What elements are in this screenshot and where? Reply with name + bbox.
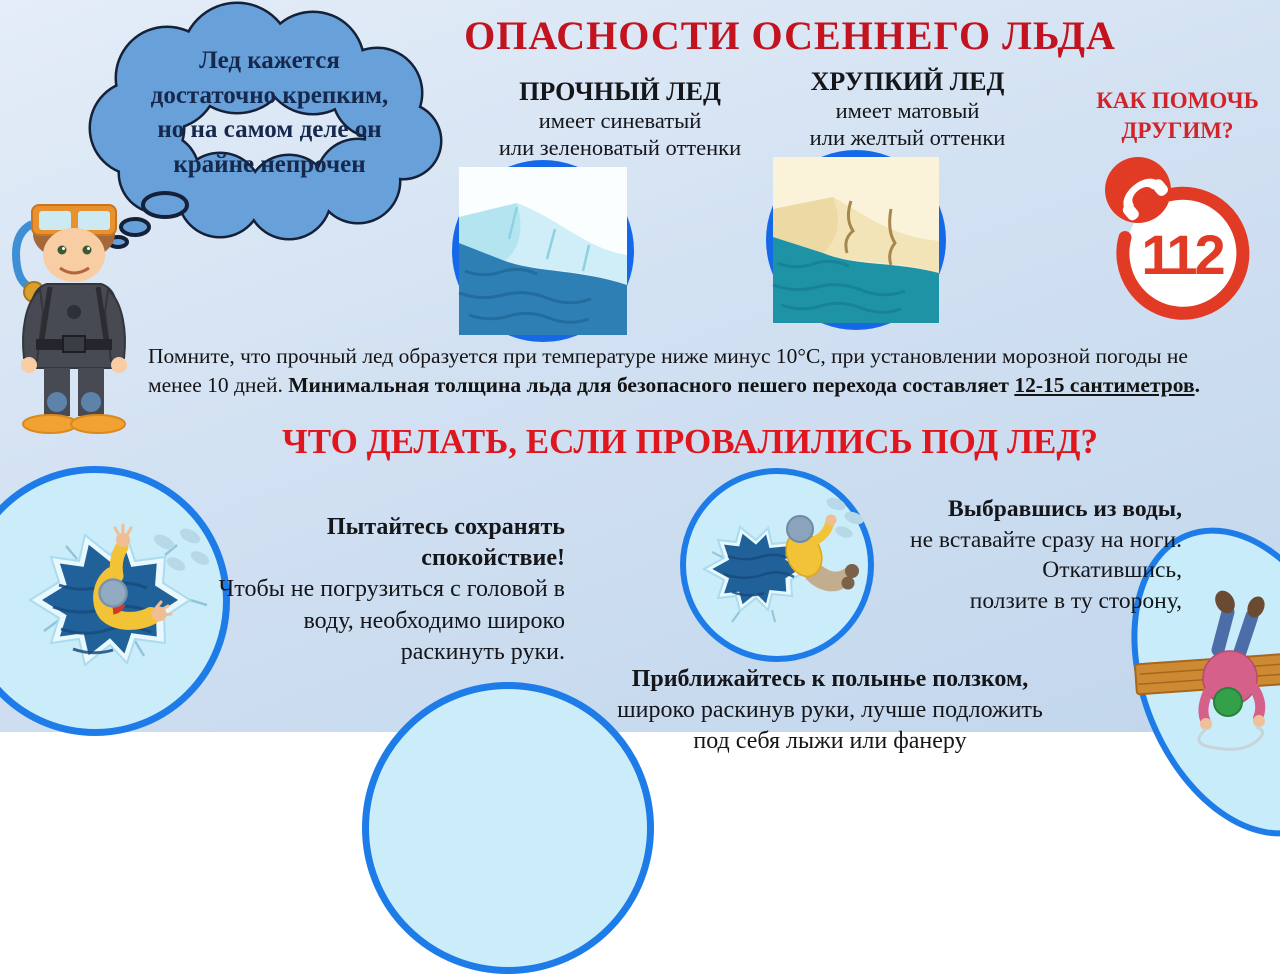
tip1-n2: воду, необходимо широко <box>303 607 565 634</box>
flipper-icon <box>23 415 77 433</box>
page-title: ОПАСНОСТИ ОСЕННЕГО ЛЬДА <box>464 13 1116 58</box>
reminder-bold: Минимальная толщина льда для безопасного пешего перехода составляет <box>288 373 1015 398</box>
fragile-ice-photo <box>766 150 946 330</box>
reminder-thickness-value: 12-15 сантиметров <box>1014 373 1195 398</box>
tip1-bold2: спокойствие! <box>421 545 565 572</box>
tip2-bold1: Выбравшись из воды, <box>948 496 1182 522</box>
tip1-block <box>175 512 565 668</box>
strong-ice-block <box>455 76 785 161</box>
fragile-ice-block <box>750 66 1065 151</box>
tip3-n1: широко раскинув руки, лучше подложить <box>617 697 1043 724</box>
tip1-n1: Чтобы не погрузиться с головой в <box>218 576 565 603</box>
cloud-line: достаточно крепким, <box>150 81 389 109</box>
strong-ice-photo <box>452 160 634 342</box>
reminder-tail: . <box>1194 373 1200 398</box>
help-line2: ДРУГИМ? <box>1121 117 1234 143</box>
strong-ice-line2: или зеленоватый оттенки <box>498 135 742 161</box>
cloud-line: но на самом деле он <box>157 116 382 143</box>
tip2-block <box>860 494 1182 616</box>
reminder-paragraph <box>148 342 1278 400</box>
thought-cloud-text <box>112 44 427 182</box>
tip1-n3: раскинуть руки. <box>400 638 565 665</box>
tip2-n2: Откатившись, <box>1042 557 1182 584</box>
fragile-ice-line1: имеет матовый <box>835 98 980 124</box>
help-others-heading <box>1080 86 1275 146</box>
tip3-block <box>590 664 1070 758</box>
emergency-112-icon <box>1092 150 1262 332</box>
fragile-ice-heading: ХРУПКИЙ ЛЕД <box>810 67 1005 96</box>
help-line1: КАК ПОМОЧЬ <box>1096 88 1259 113</box>
strong-ice-heading: ПРОЧНЫЙ ЛЕД <box>519 77 721 106</box>
flipper-icon <box>71 415 125 433</box>
tip3-bold1: Приближайтесь к полынье ползком, <box>631 666 1029 692</box>
tip2-n3: ползите в ту сторону, <box>969 587 1182 614</box>
reminder-line1: Помните, что прочный лед образуется при температуре ниже минус 10°С, при установлении морозной погоды не <box>148 344 1188 368</box>
tip2-n1: не вставайте сразу на ноги. <box>910 526 1182 553</box>
reminder-line2-normal: менее 10 дней. <box>148 373 289 398</box>
emergency-number: 112 <box>1141 223 1223 286</box>
tip3-n2-clipped: под себя лыжи или фанеру <box>693 728 967 755</box>
strong-ice-line1: имеет синеватый <box>538 108 702 134</box>
cloud-line: Лед кажется <box>199 47 340 74</box>
fragile-ice-line2: или желтый оттенки <box>809 125 1006 151</box>
section2-title: ЧТО ДЕЛАТЬ, ЕСЛИ ПРОВАЛИЛИСЬ ПОД ЛЕД? <box>282 422 1098 461</box>
cloud-line: крайне непрочен <box>173 150 366 178</box>
tip1-bold1: Пытайтесь сохранять <box>326 514 565 540</box>
diver-mascot <box>2 192 147 437</box>
ice-hole-escape-photo <box>680 468 874 662</box>
snorkel-icon <box>16 224 32 288</box>
